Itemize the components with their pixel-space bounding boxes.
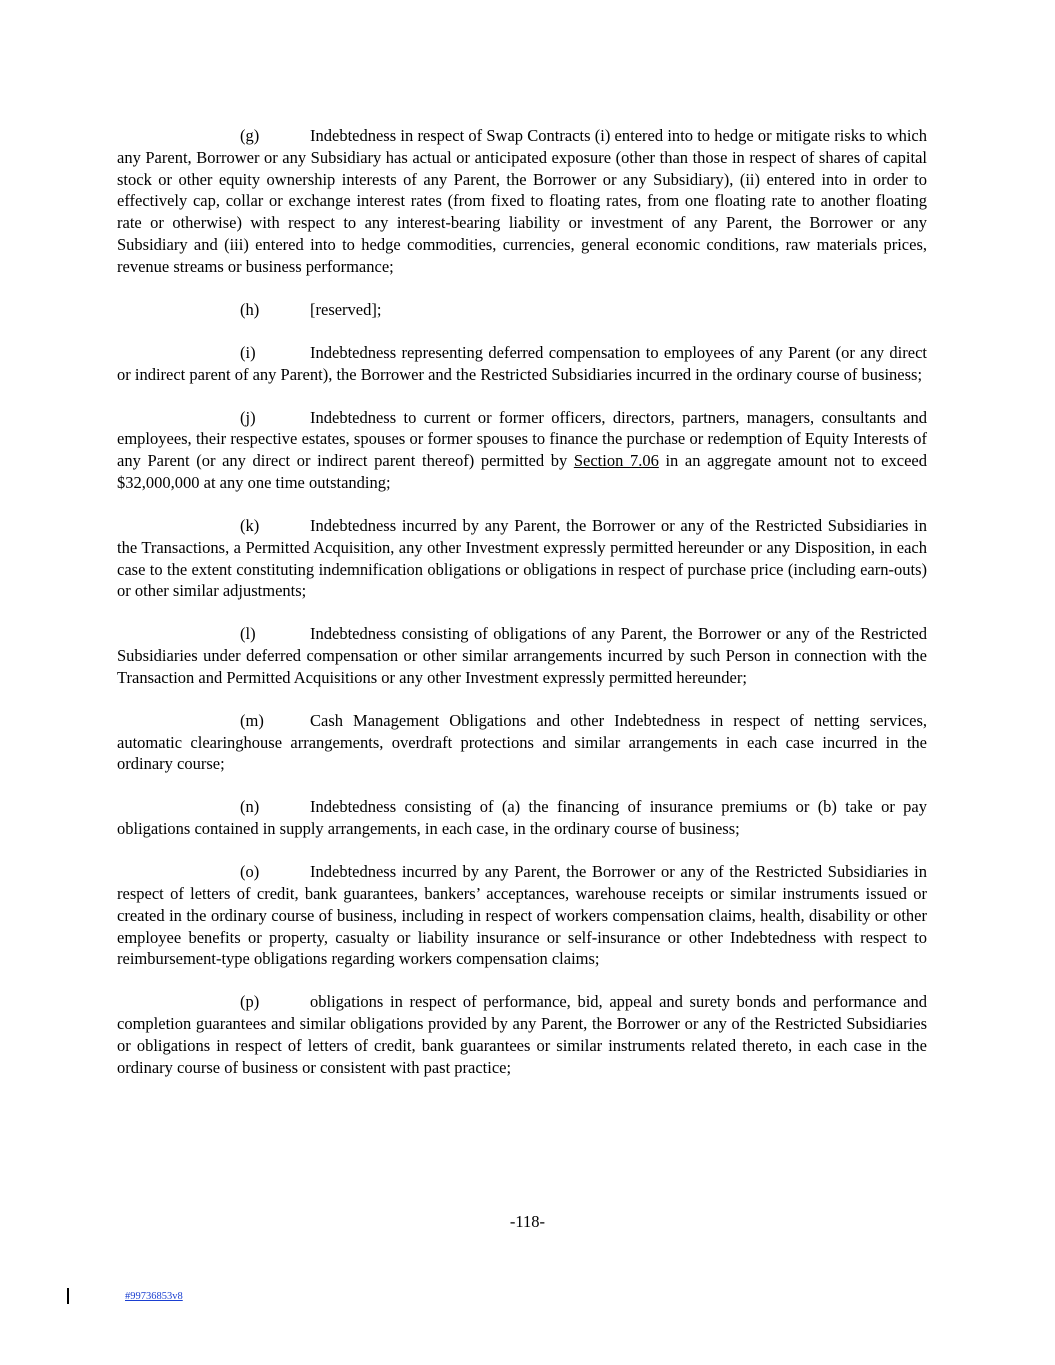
paragraph-text: Indebtedness consisting of (a) the financing of insurance premiums or (b) take or pay obligations contained in supply arrangements, in each case, in the ordinary course of business;: [117, 797, 927, 839]
paragraph-text: Cash Management Obligations and other Indebtedness in respect of netting services, automatic clearinghouse arrangements, overdraft protections and similar arrangements in each case incurred in the ordinary course;: [117, 710, 927, 774]
document-body: [117, 125, 927, 1100]
paragraph-label: (o): [240, 862, 260, 882]
paragraph-text: Indebtedness to current or former officers, directors, partners, managers, consultants and employees, their respective estates, spouses or former spouses to finance the purchase or redemption of Equity Interests of any Parent (or any direct or indirect parent thereof) permitted by: [117, 407, 927, 471]
paragraph-label: (g): [240, 126, 260, 145]
paragraph-text: Indebtedness incurred by any Parent, the Borrower or any of the Restricted Subsidiaries in the Transactions, a Permitted Acquisition, any other Investment expressly permitted hereunder or any Disposition, in each case to the extent constituting indemnification obligations or obligations in respect of purchase price (including earn-outs) or other similar adjustments;: [117, 515, 927, 601]
revision-change-bar: [67, 1288, 69, 1304]
paragraph-i: [117, 342, 927, 386]
paragraph-n: [117, 796, 927, 840]
paragraph-m: [117, 710, 927, 775]
paragraph-text: Indebtedness consisting of obligations of any Parent, the Borrower or any of the Restricted Subsidiaries under deferred compensation or other similar arrangements incurred by such Person in connection with the Transaction and Permitted Acquisitions or any other Investment expressly permitted hereunder;: [117, 624, 927, 687]
paragraph-label: (p): [240, 992, 260, 1012]
page-number: -118-: [509, 1212, 546, 1231]
paragraph-text: Indebtedness representing deferred compensation to employees of any Parent (or any direct or indirect parent of any Parent), the Borrower and the Restricted Subsidiaries incurred in the ordinary course of business;: [117, 342, 927, 384]
paragraph-text: Indebtedness incurred by any Parent, the Borrower or any of the Restricted Subsidiaries in respect of letters of credit, bank guarantees, bankers’ acceptances, warehouse receipts or similar instruments issued or created in the ordinary course of business, including in respect of workers compensation claims, health, disability or other employee benefits or property, casualty or liability insurance or self-insurance or other Indebtedness with respect to reimbursement-type obligations regarding workers compensation claims;: [117, 862, 927, 969]
paragraph-label: (h): [240, 299, 260, 319]
paragraph-k: [117, 515, 927, 602]
paragraph-j: [117, 407, 927, 494]
document-id-link[interactable]: #99736853v8: [125, 1291, 183, 1302]
paragraph-label: (l): [240, 624, 256, 644]
paragraph-label: (i): [240, 342, 256, 362]
paragraph-h: [117, 299, 927, 321]
paragraph-o: [117, 861, 927, 970]
paragraph-label: (m): [240, 710, 264, 730]
paragraph-label: (j): [240, 407, 256, 427]
section-reference-link[interactable]: Section 7.06: [573, 451, 659, 471]
paragraph-p: [117, 991, 927, 1078]
paragraph-text: in an aggregate amount not to exceed $32,000,000 at any one time outstanding;: [117, 451, 927, 492]
paragraph-l: [117, 623, 927, 688]
paragraph-label: (n): [240, 797, 260, 817]
paragraph-text: Indebtedness in respect of Swap Contracts (i) entered into to hedge or mitigate risks to which any Parent, Borrower or any Subsidiary has actual or anticipated exposure (other than those in respect of shares of capital stock or other equity ownership interests of any Parent, the Borrower or any Subsidiary), (ii) entered into in order to effectively cap, collar or exchange interest rates (from fixed to floating rates, from one floating rate to another floating rate or otherwise) with respect to any interest-bearing liability or investment of any Parent, the Borrower or any Subsidiary and (iii) entered into to hedge commodities, currencies, general economic conditions, raw materials prices, revenue streams or business performance;: [117, 126, 927, 276]
paragraph-text: [reserved];: [310, 299, 382, 319]
paragraph-text: obligations in respect of performance, bid, appeal and surety bonds and performance and completion guarantees and similar obligations provided by any Parent, the Borrower or any of the Restricted Subsidiaries or obligations in respect of letters of credit, bank guarantees or similar instruments related thereto, in each case in the ordinary course of business or consistent with past practice;: [117, 992, 927, 1077]
paragraph-g: [117, 125, 927, 278]
paragraph-label: (k): [240, 515, 260, 535]
